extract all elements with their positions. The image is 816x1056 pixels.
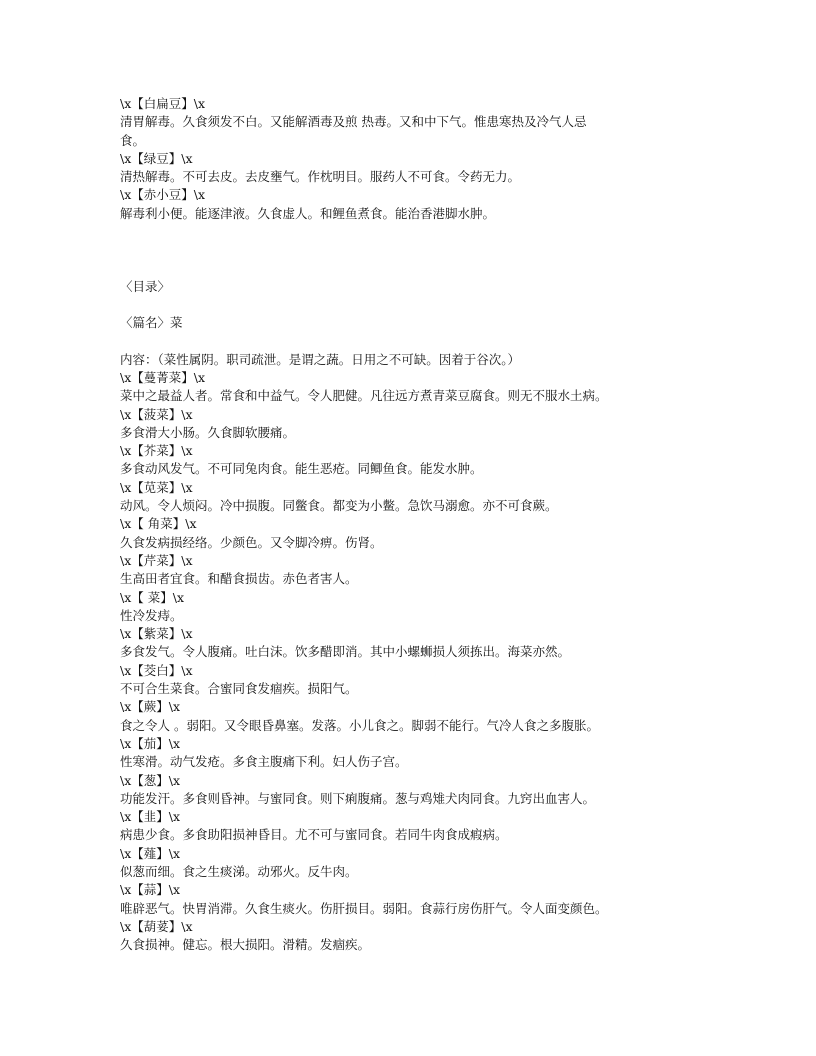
entry-heading: \x【白扁豆】\x [120,96,206,111]
entry-heading: \x【 角菜】\x [120,516,197,532]
chapter-title: 〈篇名〉菜 [120,315,183,331]
entry-text: 久食发病损经络。少颜色。又令脚冷痹。伤肾。 [120,534,383,550]
entry-text: 不可合生菜食。合蜜同食发痼疾。损阳气。 [120,681,358,697]
entry-text: 食之令人 。弱阳。又令眼昏鼻塞。发落。小儿食之。脚弱不能行。气冷人食之多腹胀。 [120,717,599,733]
entry-text: 清热解毒。不可去皮。去皮壅气。作枕明目。服药人不可食。令药无力。 [120,169,521,185]
entry-text: 多食滑大小肠。久食脚软腰痛。 [120,424,296,440]
content-intro: 内容：（菜性属阴。职司疏泄。是谓之蔬。日用之不可缺。因着于谷次。） [120,351,521,367]
entry-text: 多食动风发气。不可同兔肉食。能生恶疮。同鲫鱼食。能发水肿。 [120,461,483,477]
paragraph-spacer [120,333,700,351]
entry-heading: \x【葫荽】\x [120,918,193,934]
entry-heading: \x【紫菜】\x [120,626,193,642]
entry-heading: \x【芹菜】\x [120,552,193,568]
entry-text: 菜中之最益人者。常食和中益气。令人肥健。凡往远方煮青菜豆腐食。则无不服水土病。 [120,388,608,404]
entry-heading: \x【绿豆】\x [120,150,193,166]
entry-heading: \x【蒜】\x [120,882,181,898]
entry-heading: \x【芥菜】\x [120,443,193,459]
entry-text: 似葱而细。食之生痰涕。动邪火。反牛肉。 [120,863,358,879]
entry-heading: \x【蕨】\x [120,699,181,715]
entry-text: 食。 [120,132,146,148]
entry-heading: \x【韭】\x [120,809,181,825]
entry-heading: \x【葱】\x [120,772,181,788]
entry-heading: \x【茭白】\x [120,662,193,678]
entry-text: 多食发气。令人腹痛。吐白沫。饮多醋即消。其中小螺蛳损人须拣出。海菜亦然。 [120,644,571,660]
section-spacer [120,223,700,278]
paragraph-spacer [120,296,700,314]
entry-text: 病患少食。多食助阳损神昏目。尤不可与蜜同食。若同牛肉食成瘕病。 [120,827,508,843]
entry-text: 唯辟恶气。快胃消滞。久食生痰火。伤肝损目。弱阳。食蒜行房伤肝气。令人面变颜色。 [120,900,608,916]
entry-text: 久食损神。健忘。根大损阳。滑精。发痼疾。 [120,937,371,953]
document-page [120,95,700,954]
vegetable-entries [120,369,700,955]
entry-text: 生高田者宜食。和醋食损齿。赤色者害人。 [120,571,358,587]
entry-text: 动风。令人烦闷。冷中损腹。同鳖食。都变为小鳖。急饮马溺愈。亦不可食蕨。 [120,498,558,514]
entry-text: 性寒滑。动气发疮。多食主腹痛下利。妇人伤子宫。 [120,754,408,770]
entry-heading: \x【蔓菁菜】\x [120,369,206,385]
entry-heading: \x【茄】\x [120,735,181,751]
intro-entries [120,95,700,223]
entry-text: 清胃解毒。久食须发不白。又能解酒毒及煎 热毒。又和中下气。惟患寒热及冷气人忌 [120,114,587,130]
entry-heading: \x【苋菜】\x [120,479,193,495]
entry-heading: \x【赤小豆】\x [120,187,206,203]
entry-text: 性冷发痔。 [120,607,183,623]
entry-text: 功能发汗。多食则昏神。与蜜同食。则下痢腹痛。葱与鸡雉犬肉同食。九窍出血害人。 [120,790,596,806]
toc-label: 〈目录〉 [120,279,171,295]
entry-text: 解毒利小便。能逐津液。久食虚人。和鲤鱼煮食。能治香港脚水肿。 [120,205,496,221]
entry-heading: \x【薤】\x [120,845,181,861]
entry-heading: \x【 菜】\x [120,589,184,605]
entry-heading: \x【菠菜】\x [120,406,193,422]
